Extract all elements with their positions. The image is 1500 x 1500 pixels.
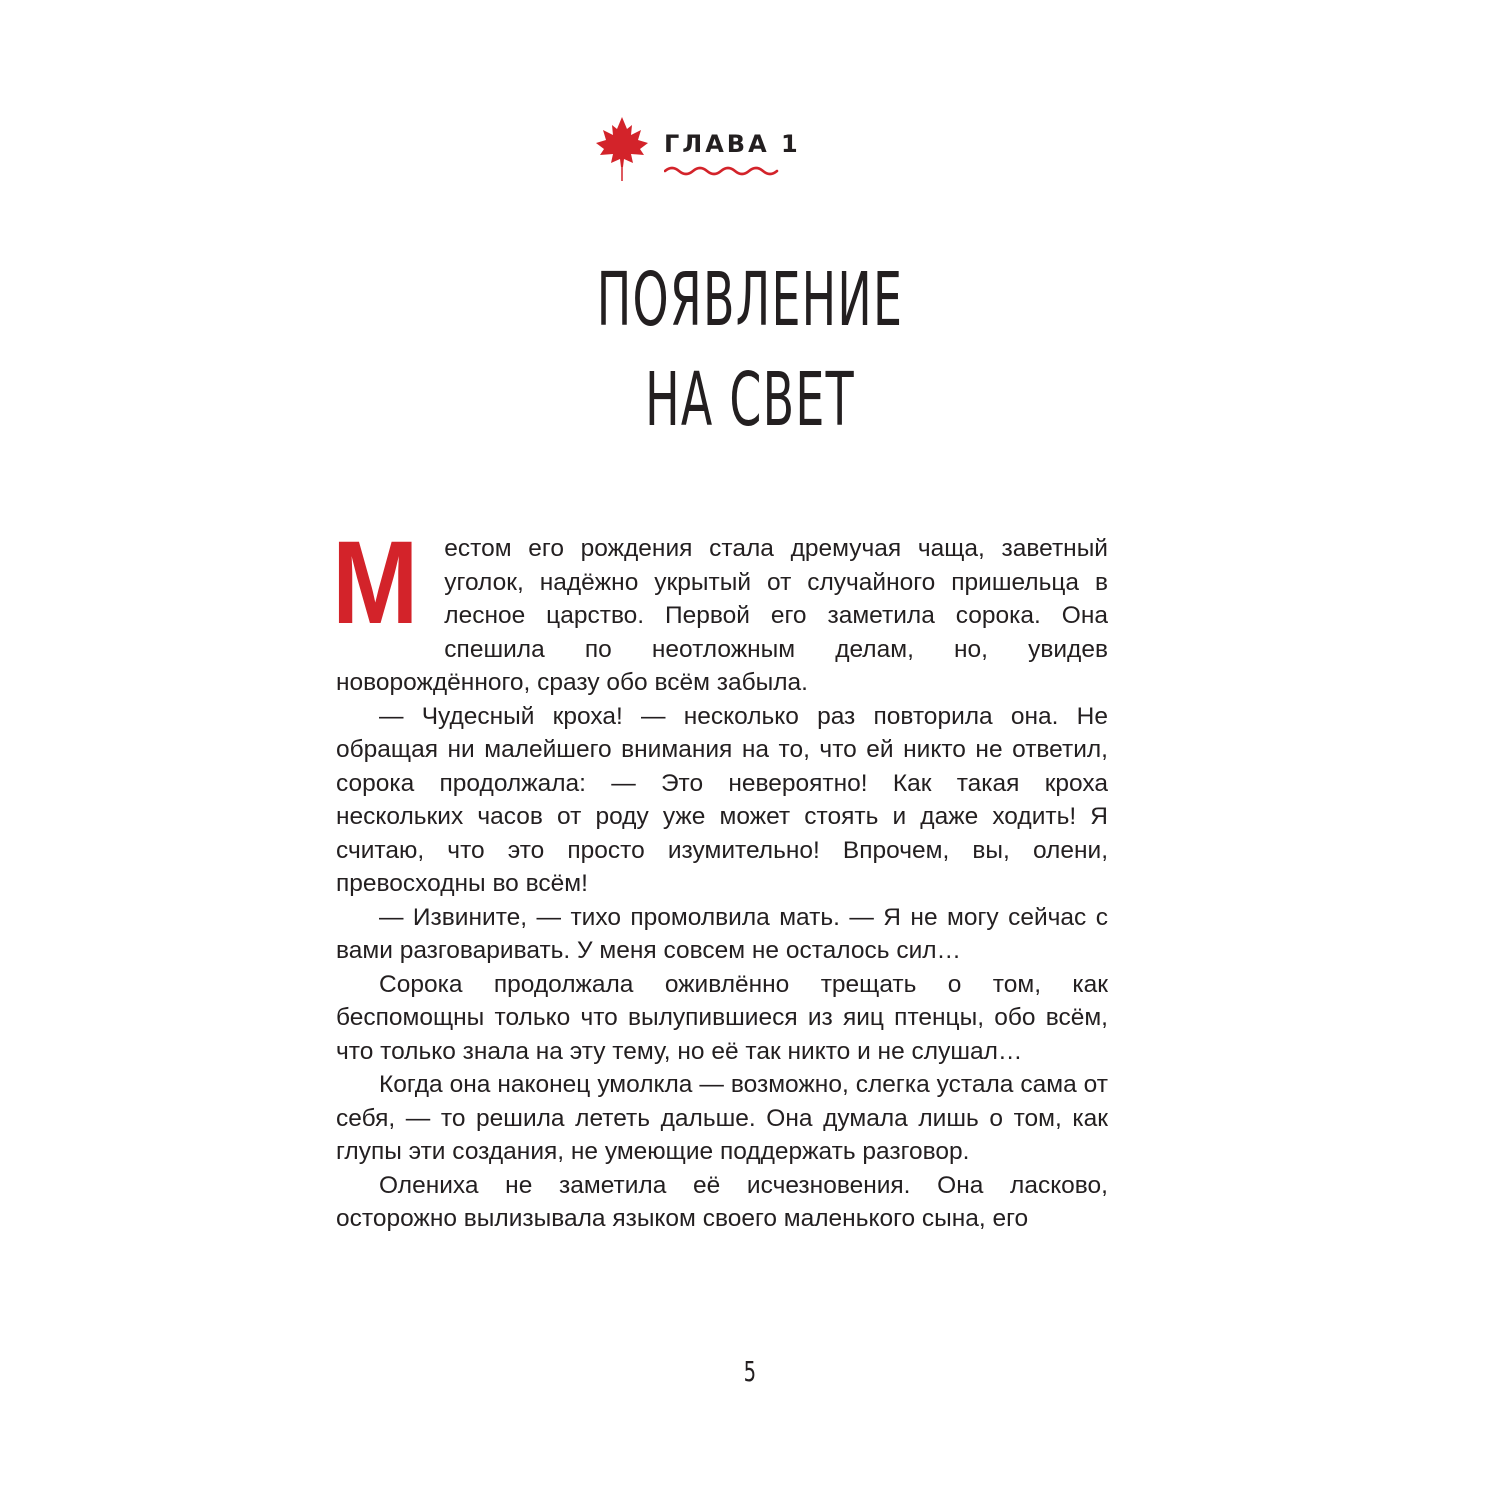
chapter-title-line-1: ПОЯВЛЕНИЕ [596, 257, 904, 343]
paragraph: Когда она наконец умолкла — возможно, слегка устала сама от себя, — то решила лететь дальше. Она думала лишь о том, как глупы эти создания, не умеющие поддержать разговор. [336, 1071, 1108, 1165]
paragraph: — Чудесный кроха! — несколько раз повторила она. Не обращая ни малейшего внимания на то, что ей никто не ответил, сорока продолжала: — Это невероятно! Как такая кроха нескольких часов от роду уже может стоять и даже ходить! Я считаю, что это просто изумительно! Впрочем, вы, олени, превосходны во всём! [336, 702, 1108, 897]
page-number [0, 1355, 1500, 1388]
chapter-label: ГЛАВА 1 [664, 130, 801, 158]
paragraph: Олениха не заметила её исчезновения. Она ласково, осторожно вылизывала языком своего маленького сына, его [336, 1171, 1108, 1232]
paragraph: — Извините, — тихо промолвила мать. — Я не могу сейчас с вами разговаривать. У меня совсем не осталось сил… [336, 903, 1108, 964]
paragraph-text: естом его рождения стала дремучая чаща, заветный уголок, надёжно укрытый от случайного пришельца в лесное царство. Первой его заметила сорока. Она спешила по неотложным делам, но, увидев новорождённого, сразу обо всём забыла. [336, 535, 1108, 696]
chapter-title-line-2: НА СВЕТ [645, 357, 855, 443]
body-text [332, 517, 1108, 1236]
drop-cap: М [332, 517, 419, 649]
paragraph [332, 517, 1108, 700]
chapter-title [0, 250, 1500, 450]
page-number-value: 5 [743, 1355, 757, 1388]
paragraph: Сорока продолжала оживлённо трещать о том, как беспомощны только что вылупившиеся из яиц птенцы, обо всём, что только знала на эту тему, но её так никто и не слушал… [336, 970, 1108, 1065]
maple-leaf-icon [594, 115, 650, 183]
wave-underline-icon [664, 164, 782, 178]
